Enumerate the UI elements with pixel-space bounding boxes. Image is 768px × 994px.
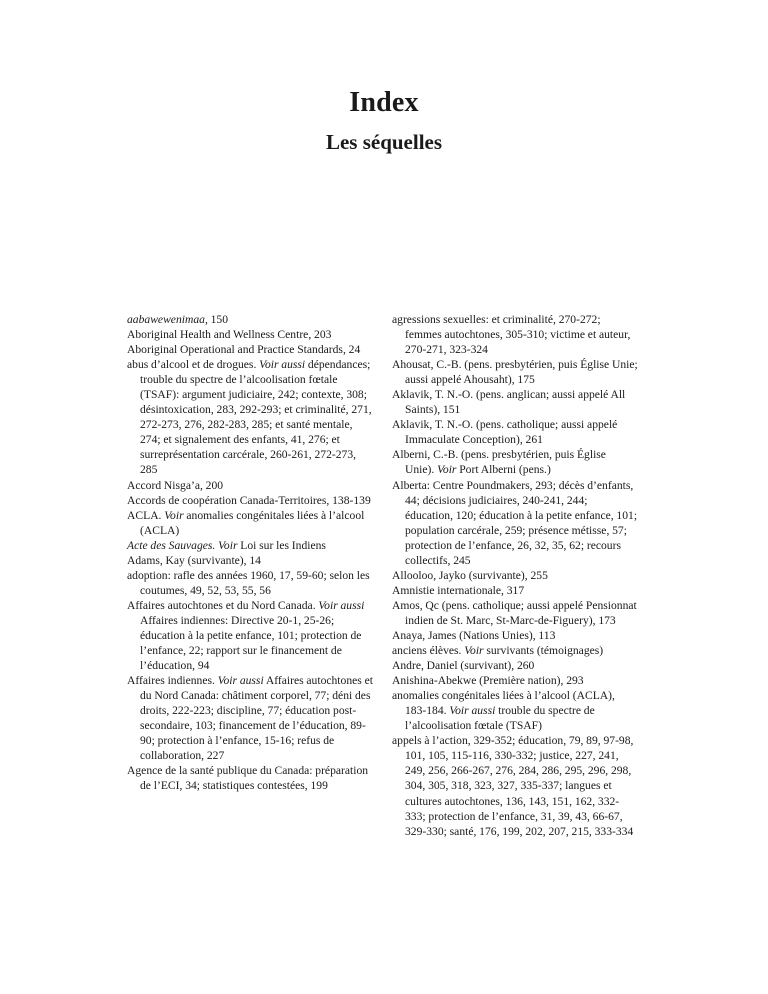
index-entry-amnistie-internationale [392, 583, 638, 598]
entry-text-roman: Aboriginal Health and Wellness Centre, 203 [127, 328, 332, 342]
index-entry-aklavik-tno-anglican [392, 387, 638, 417]
index-entry-acla [127, 508, 373, 538]
entry-text-roman: Alberni, C.-B. (pens. presbytérien, puis Église Unie). [392, 448, 606, 477]
entry-text-italic: Voir [464, 644, 484, 658]
index-entry-accord-nisgaa [127, 478, 373, 493]
index-column-left [127, 312, 373, 839]
entry-text-roman: Affaires autochtones et du Nord Canada. [127, 598, 319, 612]
entry-text-roman: Port Alberni (pens.) [456, 463, 551, 477]
entry-text-roman: Ahousat, C.-B. (pens. presbytérien, puis Église Unie; aussi appelé Ahousaht), 175 [392, 358, 638, 387]
entry-text-roman: Adams, Kay (survivante), 14 [127, 553, 261, 567]
entry-text-roman: Andre, Daniel (survivant), 260 [392, 659, 535, 673]
entry-text-italic: Voir aussi [449, 704, 496, 718]
index-entry-aklavik-tno-catholique [392, 417, 638, 447]
index-entry-accords-de-cooperation-canada-territoires [127, 493, 373, 508]
index-entry-agence-de-la-sante-publique-du-canada [127, 763, 373, 793]
entry-text-roman: Loi sur les Indiens [237, 538, 326, 552]
entry-text-roman: Aklavik, T. N.-O. (pens. anglican; aussi appelé All Saints), 151 [392, 388, 626, 417]
entry-text-roman: adoption: rafle des années 1960, 17, 59-60; selon les coutumes, 49, 52, 53, 55, 56 [127, 568, 370, 597]
entry-text-roman: ACLA. [127, 508, 165, 522]
index-entry-appels-a-laction [392, 733, 638, 838]
entry-text-roman: Amnistie internationale, 317 [392, 583, 525, 597]
entry-text-roman: appels à l’action, 329-352; éducation, 79, 89, 97-98, 101, 105, 115-116, 330-332; justice, 227, 241, 249, 256, 266-267, 276, 284, 286, 295, 296, 298, 304, 305, 318, 323, 327, 335-337; langues et cultures autochtones, 136, 143, 151, 162, 332-333; protection de l’enfance, 31, 39, 43, 66-67, 329-330; santé, 176, 199, 202, 207, 215, 333-334 [392, 734, 634, 838]
index-entry-alberni-cb [392, 447, 638, 477]
entry-text-roman: Accord Nisga’a, 200 [127, 478, 224, 492]
index-entry-aboriginal-operational-and-practice-standards [127, 342, 373, 357]
entry-text-roman: Anishina-Abekwe (Première nation), 293 [392, 674, 584, 688]
index-columns [127, 312, 645, 839]
entry-text-roman: Accords de coopération Canada-Territoires, 138-139 [127, 493, 371, 507]
entry-text-italic: Voir [437, 463, 457, 477]
entry-text-roman: dépendances; trouble du spectre de l’alcoolisation fœtale (TSAF): argument judiciaire, 242; contexte, 308; désintoxication, 283, 292-293; et criminalité, 271, 272-273, 276, 282-283, 285; et santé mentale, 274; et signalement des enfants, 41, 276; et surreprésentation carcérale, 260-261, 272-273, 285 [140, 358, 372, 477]
index-entry-abus-dalcool-et-de-drogues [127, 357, 373, 477]
entry-text-roman: Agence de la santé publique du Canada: préparation de l’ECI, 34; statistiques contestées, 199 [127, 764, 369, 793]
entry-text-roman: trouble du spectre de l’alcoolisation fœtale (TSAF) [405, 704, 595, 733]
entry-text-roman: anomalies congénitales liées à l’alcool (ACLA), 183-184. [392, 689, 615, 718]
index-entry-anomalies-congenitales-liees-a-lalcool [392, 688, 638, 733]
index-entry-ahousat-cb [392, 357, 638, 387]
index-entry-aboriginal-health-and-wellness-centre [127, 327, 373, 342]
entry-text-italic: Voir aussi [259, 358, 306, 372]
index-entry-acte-des-sauvages [127, 538, 373, 553]
index-entry-amos-qc [392, 598, 638, 628]
entry-text-italic: Voir [164, 508, 184, 522]
entry-text-roman: Alberta: Centre Poundmakers, 293; décès d’enfants, 44; décisions judiciaires, 240-241, 244; éducation, 120; éducation à la petite enfance, 101; population carcérale, 259; présence métisse, 57; protection de l’enfance, 26, 32, 35, 62; recours collectifs, 245 [392, 478, 638, 567]
entry-text-roman: Aklavik, T. N.-O. (pens. catholique; aussi appelé Immaculate Conception), 261 [392, 418, 618, 447]
index-entry-affaires-indiennes [127, 673, 373, 763]
index-entry-anishina-abekwe [392, 673, 638, 688]
entry-text-roman: Affaires indiennes: Directive 20-1, 25-26; éducation à la petite enfance, 101; protection de l’enfance, 22; rapport sur le financement de l’éducation, 94 [140, 613, 362, 673]
entry-text-roman: agressions sexuelles: et criminalité, 270-272; femmes autochtones, 305-310; victime et auteur, 270-271, 323-324 [392, 313, 631, 357]
index-entry-alberta [392, 478, 638, 568]
entry-text-roman: Allooloo, Jayko (survivante), 255 [392, 568, 548, 582]
index-entry-anaya-james [392, 628, 638, 643]
entry-text-roman: Amos, Qc (pens. catholique; aussi appelé Pensionnat indien de St. Marc, St-Marc-de-Figuery), 173 [392, 598, 637, 627]
index-column-right [392, 312, 638, 839]
entry-text-roman: survivants (témoignages) [483, 644, 604, 658]
entry-text-italic: Acte des Sauvages. Voir [127, 538, 238, 552]
entry-text-italic: aabawewenimaa [127, 313, 205, 326]
index-entry-agressions-sexuelles [392, 312, 638, 357]
entry-text-roman: Aboriginal Operational and Practice Standards, 24 [127, 343, 361, 357]
page-subtitle: Les séquelles [325, 129, 443, 154]
entry-text-roman: Affaires autochtones et du Nord Canada: châtiment corporel, 77; déni des droits, 222-223; discipline, 77; éducation post-secondaire, 103; financement de l’éducation, 89-90; protection à l’enfance, 15-16; refus de collaboration, 227 [140, 674, 373, 763]
entry-text-italic: Voir aussi [217, 674, 264, 688]
index-entry-adams-kay [127, 553, 373, 568]
entry-text-italic: Voir aussi [318, 598, 365, 612]
entry-text-roman: , 150 [204, 313, 229, 326]
index-entry-aabawewenimaa [127, 312, 373, 327]
index-entry-anciens-eleves [392, 643, 638, 658]
index-entry-adoption [127, 568, 373, 598]
page-title: Index [349, 87, 419, 118]
index-entry-andre-daniel [392, 658, 638, 673]
index-entry-affaires-autochtones-et-du-nord-canada [127, 598, 373, 673]
entry-text-roman: Affaires indiennes. [127, 674, 218, 688]
entry-text-roman: anciens élèves. [392, 644, 465, 658]
page-header [0, 88, 768, 154]
index-entry-allooloo-jayko [392, 568, 638, 583]
entry-text-roman: abus d’alcool et de drogues. [127, 358, 260, 372]
entry-text-roman: Anaya, James (Nations Unies), 113 [392, 628, 556, 642]
entry-text-roman: anomalies congénitales liées à l’alcool (ACLA) [140, 508, 365, 537]
